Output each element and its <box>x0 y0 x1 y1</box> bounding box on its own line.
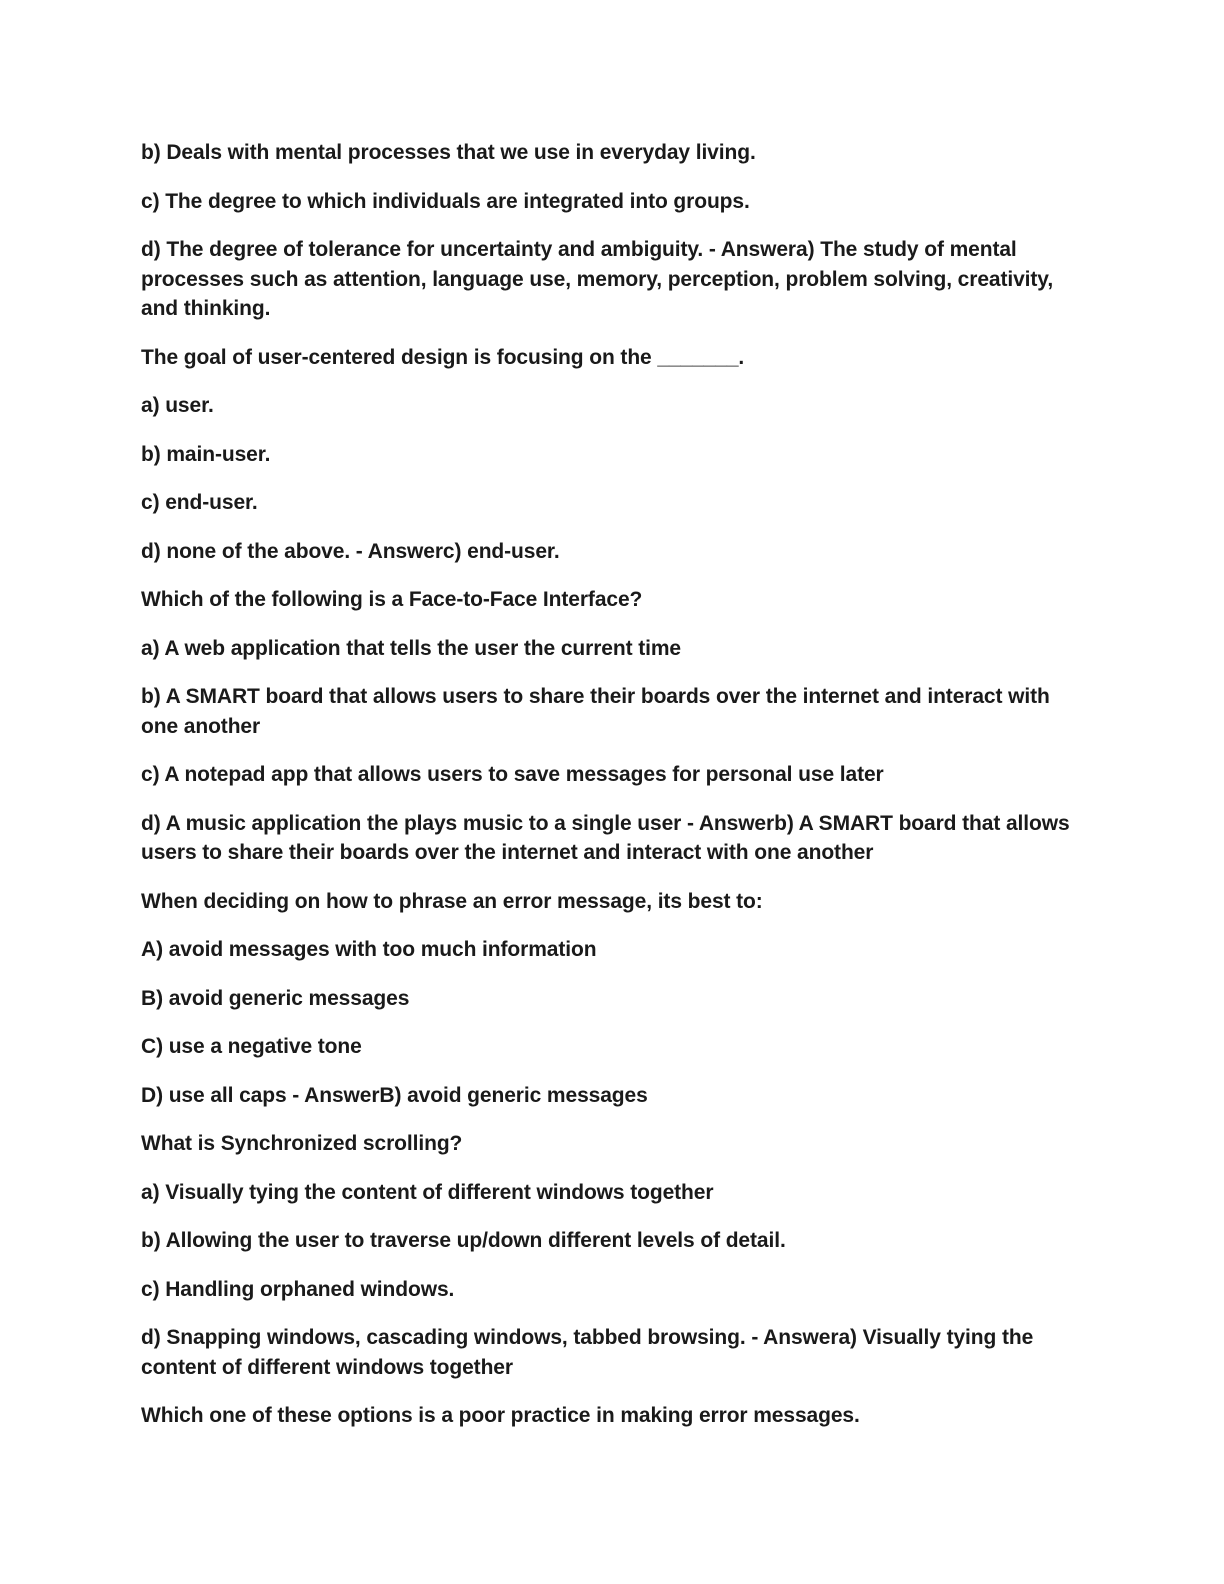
option-b-generic: B) avoid generic messages <box>141 986 410 1010</box>
question-face-to-face: Which of the following is a Face-to-Face Interface? <box>141 588 643 611</box>
option-c-integration: c) The degree to which individuals are integrated into groups. <box>141 189 750 213</box>
question-poor-practice: Which one of these options is a poor practice in making error messages. <box>141 1404 860 1427</box>
question-synchronized-scrolling: What is Synchronized scrolling? <box>141 1132 463 1155</box>
question-user-centered-design: The goal of user-centered design is focusing on the _______. <box>141 345 745 369</box>
option-b-smart-board: b) A SMART board that allows users to share their boards over the internet and interact with one another <box>141 685 1050 738</box>
option-d-snapping-answer: d) Snapping windows, cascading windows, tabbed browsing. - Answera) Visually tying the content of different windows together <box>141 1326 1034 1379</box>
option-d-none-answer: d) none of the above. - Answerc) end-user. <box>141 539 560 563</box>
option-a-web-app: a) A web application that tells the user the current time <box>141 636 682 660</box>
option-d-tolerance-answer: d) The degree of tolerance for uncertainty and ambiguity. - Answera) The study of mental processes such as attention, language use, memory, perception, problem solving, creativity, and thinking. <box>141 238 1054 320</box>
option-c-end-user: c) end-user. <box>141 491 258 514</box>
option-b-main-user: b) main-user. <box>141 442 271 466</box>
option-d-music-answer: d) A music application the plays music to a single user - Answerb) A SMART board that allows users to share their boards over the internet and interact with one another <box>141 811 1070 864</box>
option-b-mental-processes: b) Deals with mental processes that we use in everyday living. <box>141 141 756 164</box>
option-a-user: a) user. <box>141 394 214 417</box>
option-c-negative-tone: C) use a negative tone <box>141 1035 362 1058</box>
option-d-all-caps-answer: D) use all caps - AnswerB) avoid generic messages <box>141 1083 648 1107</box>
option-c-orphaned-windows: c) Handling orphaned windows. <box>141 1277 455 1301</box>
document-body <box>141 138 1076 1450</box>
option-b-traverse-levels: b) Allowing the user to traverse up/down different levels of detail. <box>141 1229 786 1252</box>
option-a-too-much-info: A) avoid messages with too much information <box>141 938 597 961</box>
option-a-visually-tying: a) Visually tying the content of different windows together <box>141 1180 714 1204</box>
option-c-notepad: c) A notepad app that allows users to save messages for personal use later <box>141 763 884 786</box>
question-error-message-phrasing: When deciding on how to phrase an error message, its best to: <box>141 889 763 913</box>
